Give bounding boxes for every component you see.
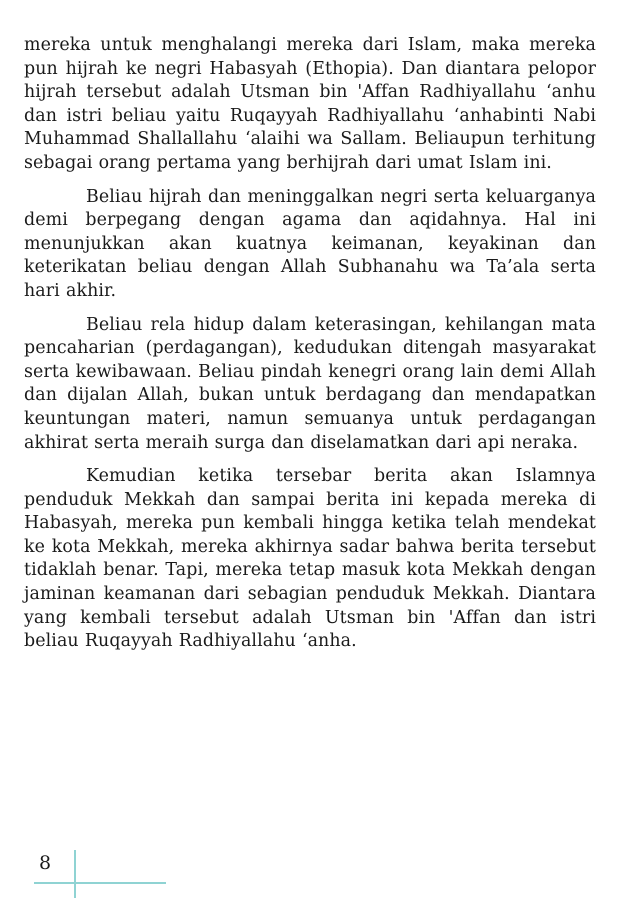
paragraph-hijrah: Beliau hijrah dan meninggalkan negri serta keluarganya demi berpegang dengan agama dan aqidahnya. Hal ini menunjukkan akan kuatnya keimanan, keyakinan dan keterikatan beliau dengan Allah Subhanahu wa Ta’ala serta hari akhir.	[24, 186, 596, 301]
footer-vertical-rule	[74, 850, 76, 898]
paragraph-return: Kemudian ketika tersebar berita akan Islamnya penduduk Mekkah dan sampai berita ini kepada mereka di Habasyah, mereka pun kembali hingga ketika telah mendekat ke kota Mekkah, mereka akhirnya sadar bahwa berita tersebut tidaklah benar. Tapi, mereka tetap masuk kota Mekkah dengan jaminan keamanan dari sebagian penduduk Mekkah. Diantara yang kembali tersebut adalah Utsman bin 'Affan dan istri beliau Ruqayyah Radhiyallahu ‘anha.	[24, 466, 596, 652]
page-number: 8	[39, 852, 52, 874]
footer-horizontal-rule	[34, 882, 166, 884]
page-footer	[0, 840, 619, 900]
paragraph-sacrifice: Beliau rela hidup dalam keterasingan, kehilangan mata pencaharian (perdagangan), kedudukan ditengah masyarakat serta kewibawaan. Beliau pindah kenegri orang lain demi Allah dan dijalan Allah, bukan untuk berdagang dan mendapatkan keuntungan materi, namun semuanya untuk perdagangan akhirat serta meraih surga dan diselamatkan dari api neraka.	[24, 314, 596, 453]
page-body	[24, 34, 596, 664]
paragraph-continuation: mereka untuk menghalangi mereka dari Islam, maka mereka pun hijrah ke negri Habasyah (Ethopia). Dan diantara pelopor hijrah tersebut adalah Utsman bin 'Affan Radhiyallahu ‘anhu dan istri beliau yaitu Ruqayyah Radhiyallahu ‘anhabinti Nabi Muhammad Shallallahu ‘alaihi wa Sallam. Beliaupun terhitung sebagai orang pertama yang berhijrah dari umat Islam ini.	[24, 35, 596, 173]
